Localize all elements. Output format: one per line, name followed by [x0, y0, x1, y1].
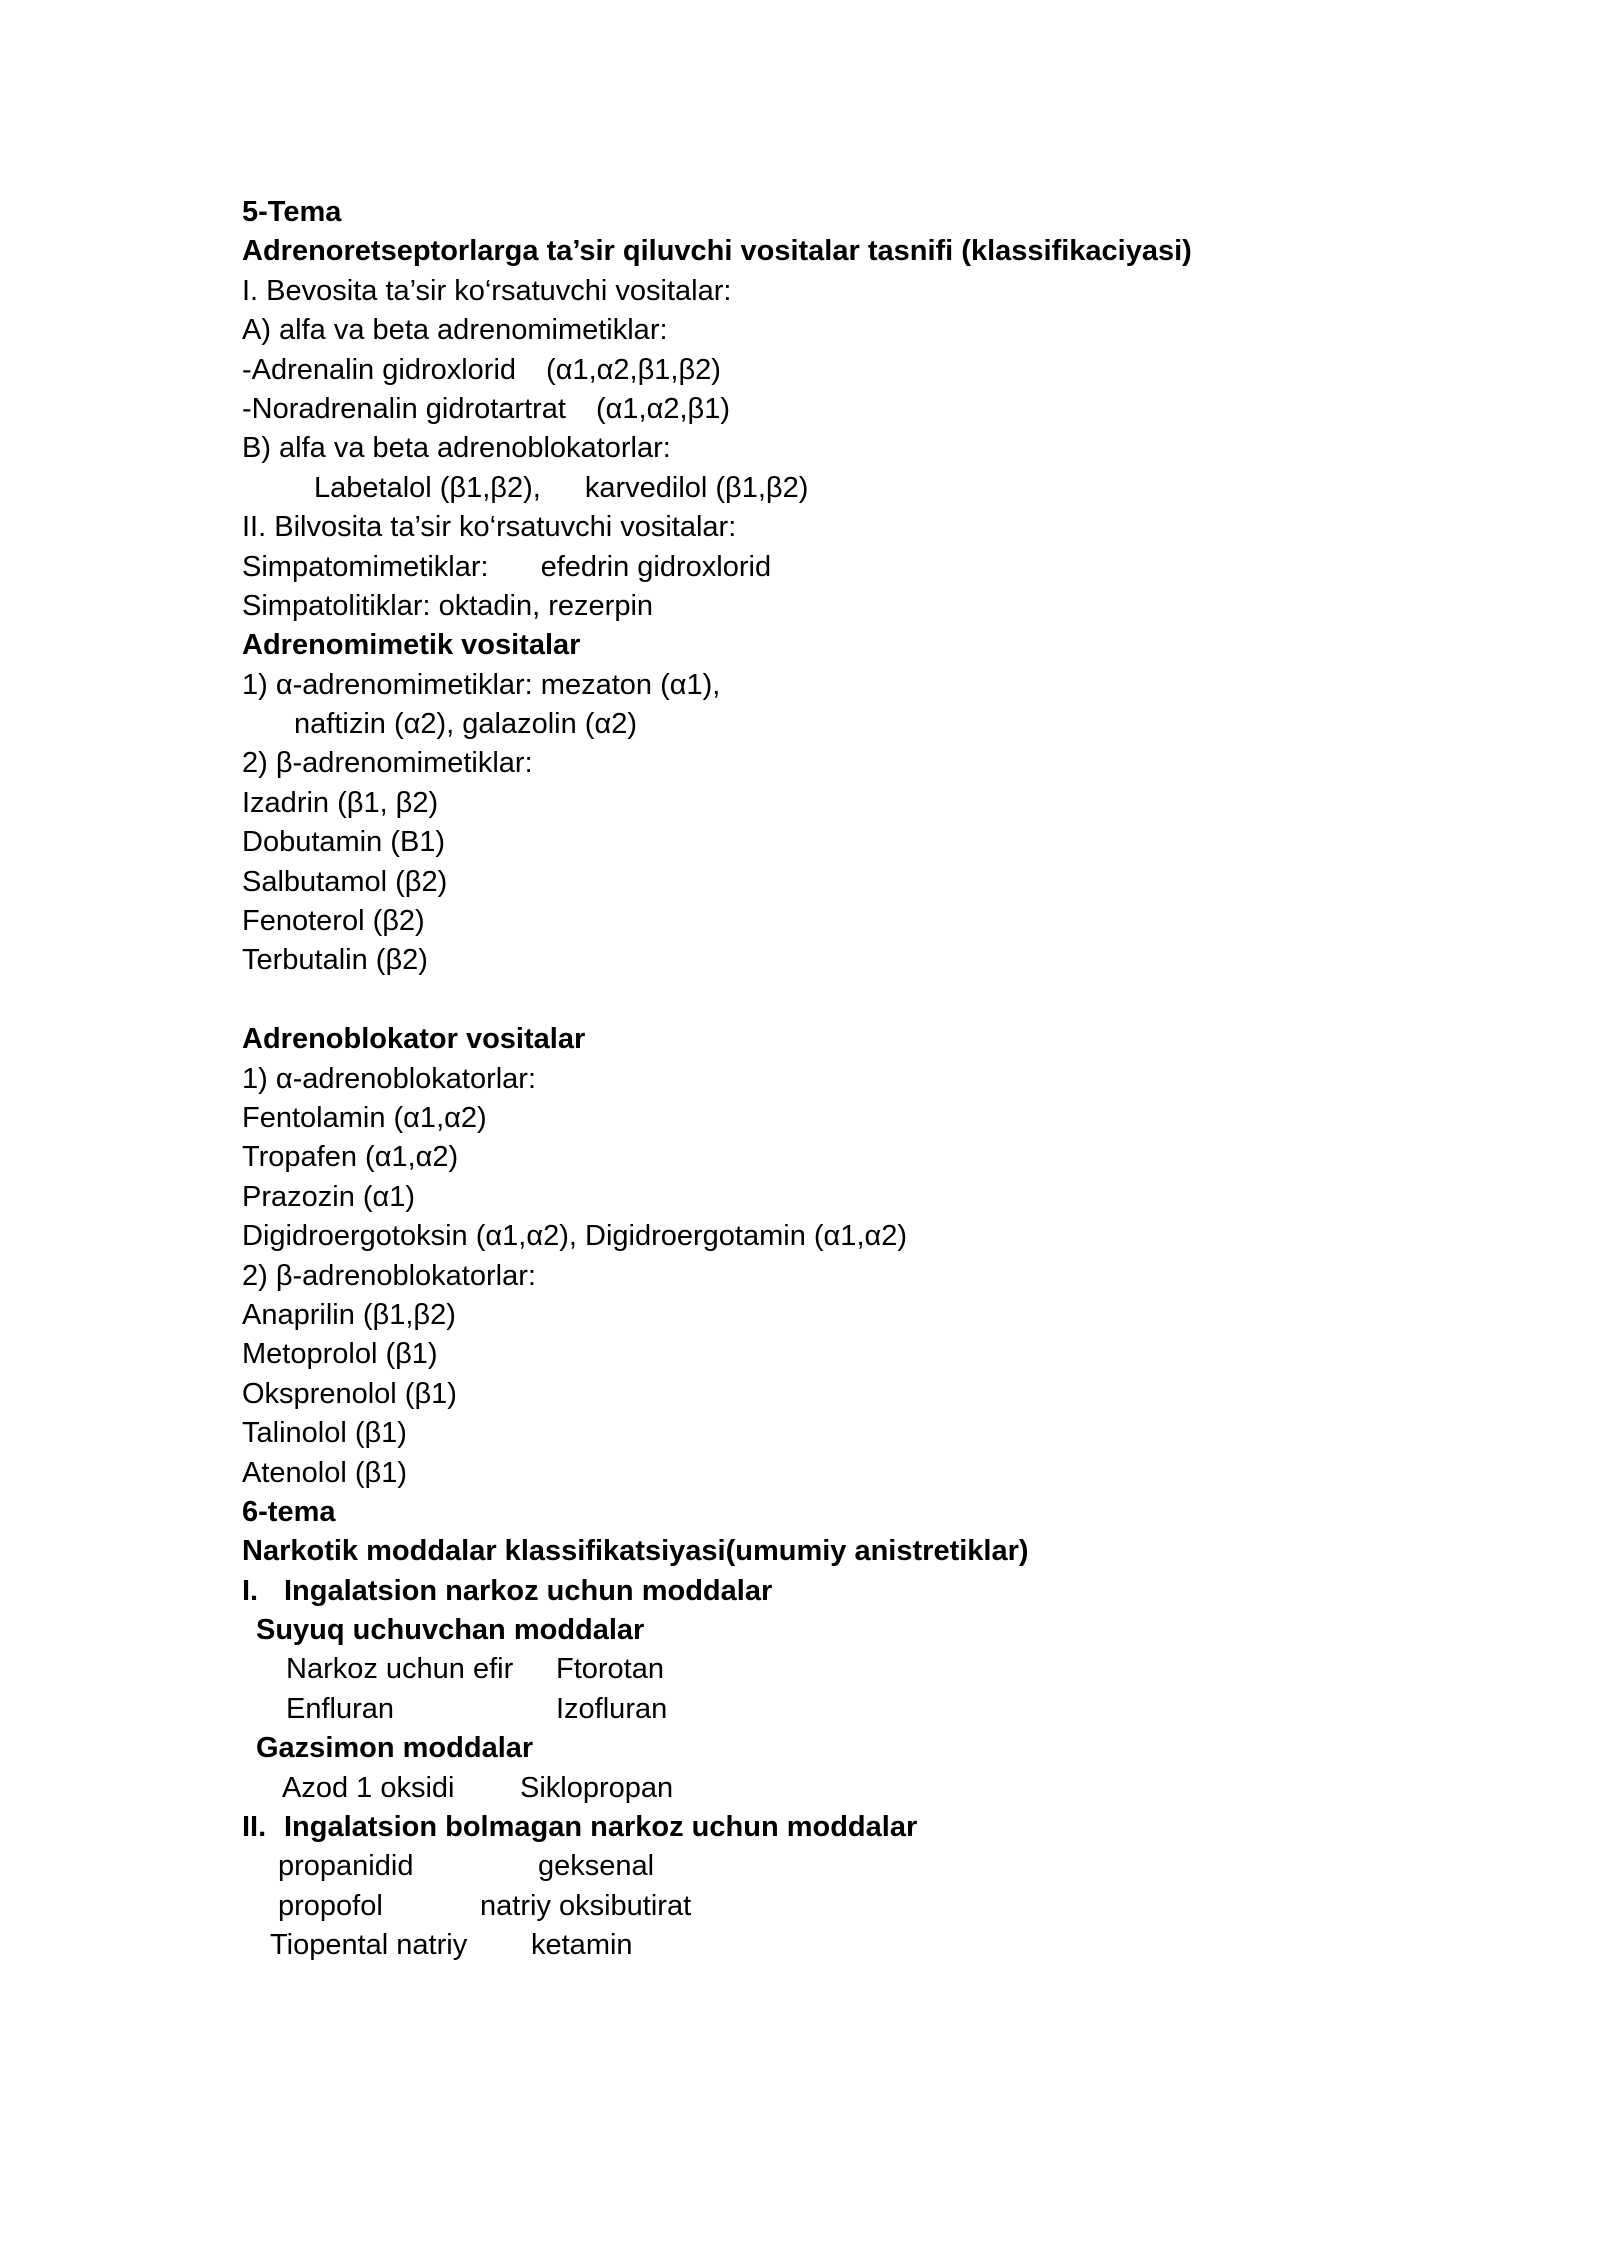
list-item: Anaprilin (β1,β2) [242, 1298, 456, 1331]
beta-blockers-label: 2) β-adrenoblokatorlar: [242, 1259, 536, 1292]
ether: Narkoz uchun efir [286, 1653, 514, 1686]
propanidid: propanidid [278, 1850, 414, 1883]
section-5-title: 5-Tema [242, 196, 342, 228]
labetalol: Labetalol (β1,β2), [314, 471, 541, 504]
non-inhalation-heading [242, 1808, 1442, 1847]
tiopental: Tiopental natriy [270, 1929, 468, 1962]
liquid-subheading: Suyuq uchuvchan moddalar [256, 1614, 645, 1647]
list-item: Atenolol (β1) [242, 1456, 407, 1489]
non-inhalation-row-3 [242, 1926, 1442, 1965]
adrenalin-name: -Adrenalin gidroxlorid [242, 353, 517, 386]
ketamin: ketamin [531, 1929, 633, 1962]
section-6-title: 6-tema [242, 1495, 336, 1528]
adrenalin-receptors: (α1,α2,β1,β2) [546, 353, 721, 386]
liquid-row-1 [242, 1650, 1442, 1689]
non-inhalation-row-1 [242, 1847, 1442, 1886]
list-item: Terbutalin (β2) [242, 944, 428, 977]
alpha-mimetics-line: 1) α-adrenomimetiklar: mezaton (α1), [242, 668, 721, 701]
non-inhalation-row-2 [242, 1887, 1442, 1926]
sympathomimetics-line [242, 548, 1442, 587]
list-item: Izadrin (β1, β2) [242, 786, 439, 819]
inhalation-number: I. [242, 1574, 259, 1607]
list-item: Tropafen (α1,α2) [242, 1141, 459, 1174]
izofluran: Izofluran [556, 1692, 668, 1725]
adrenalin-line [242, 351, 1442, 390]
section-6-heading: Narkotik moddalar klassifikatsiyasi(umumiy anistretiklar) [242, 1535, 1029, 1568]
gas-row-1 [242, 1769, 1442, 1808]
adrenoblocker-heading: Adrenoblokator vositalar [242, 1023, 586, 1056]
list-item: Oksprenolol (β1) [242, 1377, 457, 1410]
list-item: Digidroergotoksin (α1,α2), Digidroergotamin (α1,α2) [242, 1220, 908, 1253]
beta-mimetics-label: 2) β-adrenomimetiklar: [242, 747, 533, 780]
nitrous-oxide: Azod 1 oksidi [282, 1771, 455, 1804]
list-item: Dobutamin (B1) [242, 826, 446, 859]
alpha-beta-mimetics-label: A) alfa va beta adrenomimetiklar: [242, 314, 668, 347]
geksenal: geksenal [538, 1850, 655, 1883]
adrenomimetic-heading: Adrenomimetik vositalar [242, 629, 581, 662]
liquid-row-2 [242, 1690, 1442, 1729]
natriy-oksibutirat: natriy oksibutirat [480, 1889, 692, 1922]
gas-subheading: Gazsimon moddalar [256, 1732, 534, 1765]
siklopropan: Siklopropan [520, 1771, 674, 1804]
list-item: Prazozin (α1) [242, 1180, 416, 1213]
propofol: propofol [278, 1889, 383, 1922]
enfluran: Enfluran [286, 1692, 395, 1725]
list-item: Salbutamol (β2) [242, 865, 448, 898]
labetalol-line [242, 469, 1442, 508]
noradrenalin-receptors: (α1,α2,β1) [595, 392, 731, 425]
section-5-heading: Adrenoretseptorlarga ta’sir qiluvchi vositalar tasnifi (klassifikaciyasi) [242, 235, 1192, 268]
sympathomimetics-value: efedrin gidroxlorid [540, 550, 772, 583]
direct-acting-label: I. Bevosita ta’sir ko‘rsatuvchi vositalar: [242, 274, 732, 307]
karvedilol: karvedilol (β1,β2) [584, 471, 809, 504]
list-item: Metoprolol (β1) [242, 1338, 438, 1371]
non-inhalation-label: Ingalatsion bolmagan narkoz uchun moddalar [284, 1811, 918, 1844]
list-item: Talinolol (β1) [242, 1417, 407, 1450]
inhalation-label: Ingalatsion narkoz uchun moddalar [284, 1574, 773, 1607]
document-body [242, 193, 1442, 1966]
ftorotan: Ftorotan [556, 1653, 664, 1686]
noradrenalin-line [242, 390, 1442, 429]
blank-line [242, 981, 1442, 1020]
alpha-mimetics-cont: naftizin (α2), galazolin (α2) [294, 708, 638, 741]
noradrenalin-name: -Noradrenalin gidrotartrat [242, 392, 566, 425]
non-inhalation-number: II. [242, 1811, 267, 1844]
sympathomimetics-label: Simpatomimetiklar: [242, 550, 489, 583]
list-item: Fenoterol (β2) [242, 905, 425, 938]
alpha-beta-blockers-label: B) alfa va beta adrenoblokatorlar: [242, 432, 671, 465]
inhalation-heading [242, 1572, 1442, 1611]
list-item: Fentolamin (α1,α2) [242, 1101, 487, 1134]
sympatholytics-line: Simpatolitiklar: oktadin, rezerpin [242, 589, 654, 622]
alpha-blockers-label: 1) α-adrenoblokatorlar: [242, 1062, 537, 1095]
indirect-acting-label: II. Bilvosita ta’sir ko‘rsatuvchi vositalar: [242, 511, 737, 544]
